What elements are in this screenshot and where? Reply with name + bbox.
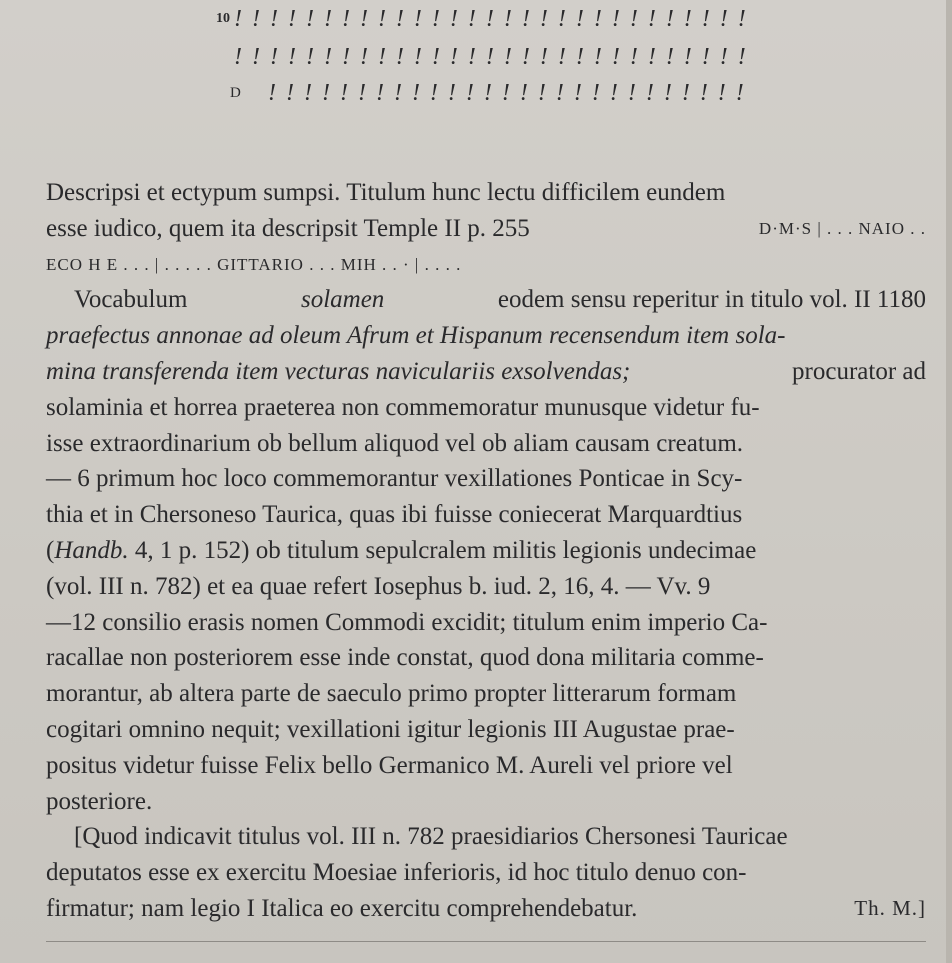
- page-edge: [946, 0, 952, 963]
- text-span: 4, 1 p. 152) ob titulum sepulcralem militis legionis undecimae: [134, 536, 757, 564]
- text-line: [46, 819, 926, 855]
- italic-term: solamen: [300, 286, 385, 314]
- lacuna-marks: ! ! ! ! ! ! ! ! ! ! ! ! ! ! ! ! ! ! ! ! ! ! ! ! ! ! ! ! !: [234, 5, 748, 32]
- inscription-line-d: [200, 78, 746, 108]
- text-span: racallae non posteriorem esse inde constat, quod dona militaria comme-: [46, 644, 764, 672]
- small-caps-transcription: ECO H E . . . | . . . . . GITTARIO . . . MIH . . · | . . . .: [46, 254, 462, 274]
- commentary: [46, 175, 926, 927]
- text-line: [46, 282, 926, 318]
- text-span: [46, 533, 756, 569]
- text-line: [46, 211, 926, 247]
- text-span: procurator ad: [792, 357, 926, 385]
- inscription-line-10: [200, 4, 748, 34]
- author-initials: Th. M.]: [854, 895, 926, 920]
- text-line: [46, 855, 926, 891]
- text-line: [46, 676, 926, 712]
- italic-quotation: praefectus annonae ad oleum Afrum et Hispanum recensendum item sola-: [46, 322, 786, 350]
- text-span: morantur, ab altera parte de saeculo primo propter litterarum formam: [46, 680, 737, 708]
- text-span: solaminia et horrea praeterea non commemoratur munusque videtur fu-: [46, 393, 760, 421]
- text-line: [46, 533, 926, 569]
- small-caps-transcription: D·M·S | . . . NAIO . .: [758, 218, 926, 238]
- text-span: [Quod indicavit titulus vol. III n. 782 praesidiarios Chersonesi Tauricae: [74, 823, 788, 851]
- line-letter: D: [230, 84, 241, 101]
- text-span: esse iudico, quem ita descripsit Temple II p. 255: [46, 214, 530, 242]
- text-line: [46, 247, 926, 283]
- lacuna-marks: ! ! ! ! ! ! ! ! ! ! ! ! ! ! ! ! ! ! ! ! ! ! ! ! ! ! !: [268, 79, 746, 106]
- text-line: [46, 605, 926, 641]
- text-span: thia et in Chersoneso Taurica, quas ibi fuisse coniecerat Marquardtius: [46, 501, 743, 529]
- text-line: [46, 891, 926, 927]
- text-line: [46, 569, 926, 605]
- text-span: eodem sensu reperitur in titulo vol. II 1180: [497, 286, 926, 314]
- text-span: Descripsi et ectypum sumpsi. Titulum hunc lectu difficilem eundem: [46, 179, 726, 206]
- text-line: [46, 426, 926, 462]
- text-line: [46, 354, 926, 390]
- text-line: [46, 497, 926, 533]
- text-line: [46, 461, 926, 497]
- text-line: [46, 640, 926, 676]
- text-span: — 6 primum hoc loco commemorantur vexillationes Ponticae in Scy-: [46, 465, 743, 493]
- text-line: [46, 175, 926, 211]
- text-line: [46, 318, 926, 354]
- text-span: isse extraordinarium ob bellum aliquod vel ob aliam causam creatum.: [46, 429, 744, 457]
- text-span: (vol. III n. 782) et ea quae refert Iosephus b. iud. 2, 16, 4. — Vv. 9: [46, 572, 711, 600]
- text-span: cogitari omnino nequit; vexillationi igitur legionis III Augustae prae-: [46, 715, 735, 743]
- text-span: posteriore.: [46, 787, 153, 815]
- text-line: [46, 712, 926, 748]
- line-number: 10: [216, 11, 230, 26]
- text-line: [46, 390, 926, 426]
- italic-quotation: mina transferenda item vecturas naviculariis exsolvendas;: [46, 357, 631, 385]
- text-span: firmatur; nam legio I Italica eo exercitu comprehendebatur.: [46, 894, 638, 922]
- inscription-line-11: [200, 42, 748, 72]
- text-line: [46, 748, 926, 784]
- italic-title: Handb.: [54, 536, 129, 564]
- lacuna-marks: ! ! ! ! ! ! ! ! ! ! ! ! ! ! ! ! ! ! ! ! ! ! ! ! ! ! ! ! !: [234, 43, 748, 70]
- text-span: positus videtur fuisse Felix bello Germanico M. Aureli vel priore vel: [46, 751, 733, 779]
- paren: (: [46, 536, 55, 564]
- footer-rule: [46, 941, 926, 942]
- text-span: Vocabulum: [74, 286, 188, 314]
- text-span: deputatos esse ex exercitu Moesiae inferioris, id hoc titulo denuo con-: [46, 859, 747, 887]
- text-line: [46, 784, 926, 820]
- text-span: —12 consilio erasis nomen Commodi excidit; titulum enim imperio Ca-: [46, 608, 768, 636]
